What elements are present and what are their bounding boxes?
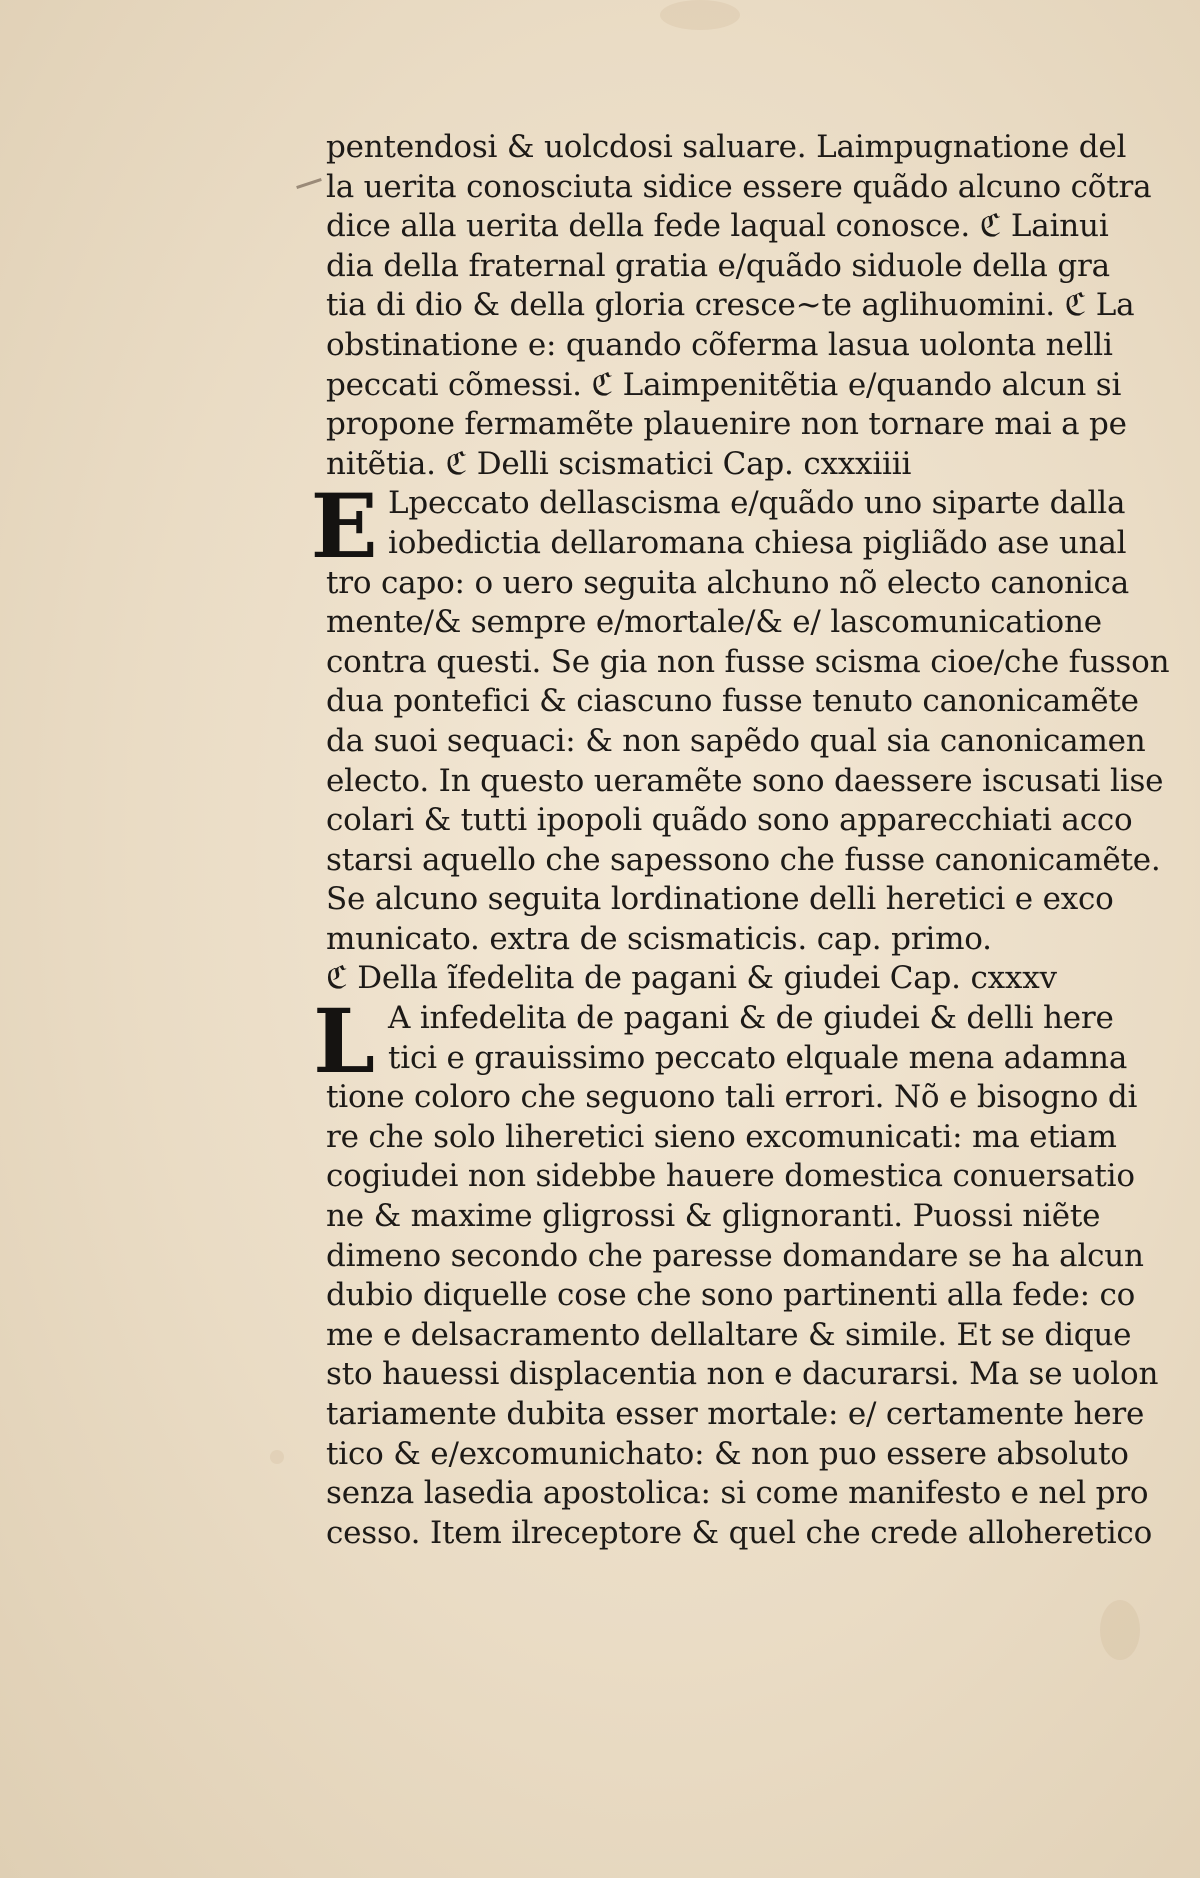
text-line: dimeno secondo che paresse domandare se ha alcun (326, 1237, 1144, 1274)
text-line: tro capo: o uero seguita alchuno nõ electo canonica (326, 564, 1129, 601)
text-line: mente/& sempre e/mortale/& e/ lascomunicatione (326, 604, 1102, 641)
paper-stain (660, 0, 740, 30)
chapter-heading-cxxxv: ℭ Della ĩfedelita de pagani & giudei Cap. cxxxv (326, 960, 1057, 997)
margin-pen-mark (296, 178, 322, 189)
text-line: dia della fraternal gratia e/quãdo siduole della gra (326, 247, 1110, 284)
text-line: iobedictia dellaromana chiesa pigliãdo ase unal (388, 524, 1127, 561)
text-line: da suoi sequaci: & non sapẽdo qual sia canonicamen (326, 722, 1146, 759)
text-line: contra questi. Se gia non fusse scisma cioe/che fusson (326, 643, 1170, 680)
text-line: propone fermamẽte plauenire non tornare mai a pe (326, 406, 1127, 443)
text-line-content: A infedelita de pagani & de giudei & delli here (388, 1000, 1114, 1037)
paper-stain (1100, 1600, 1140, 1660)
text-line: cogiudei non sidebbe hauere domestica conuersatio (326, 1158, 1135, 1195)
paper-stain (270, 1450, 284, 1464)
text-line: me e delsacramento dellaltare & simile. Et se dique (326, 1316, 1132, 1353)
text-line: dua pontefici & ciascuno fusse tenuto canonicamẽte (326, 683, 1139, 720)
text-line: ne & maxime gligrossi & glignoranti. Puossi niẽte (326, 1198, 1101, 1235)
text-line: colari & tutti ipopoli quãdo sono apparecchiati acco (326, 802, 1133, 839)
text-line: tariamente dubita esser mortale: e/ certamente here (326, 1396, 1145, 1432)
text-line: starsi aquello che sapessono che fusse canonicamẽte. (326, 841, 1161, 878)
text-line: senza lasedia apostolica: si come manifesto e nel pro (326, 1475, 1149, 1512)
chapter-heading-cxxxiiii: nitẽtia. ℭ Delli scismatici Cap. cxxxiiii (326, 445, 912, 482)
text-line: obstinatione e: quando cõferma lasua uolonta nelli (326, 326, 1113, 363)
text-line: dice alla uerita della fede laqual conosce. ℭ Lainui (326, 208, 1109, 245)
drop-cap-e: E (310, 474, 378, 579)
text-line: la uerita conosciuta sidice essere quãdo alcuno cõtra (326, 168, 1152, 205)
text-line: re che solo liheretici sieno excomunicati: ma etiam (326, 1118, 1117, 1155)
text-line: tici e grauissimo peccato elquale mena adamna (388, 1039, 1128, 1076)
drop-cap-l: L (313, 989, 375, 1094)
text-line: Se alcuno seguita lordinatione delli heretici e exco (326, 881, 1114, 918)
text-line: dubio diquelle cose che sono partinenti alla fede: co (326, 1277, 1136, 1314)
text-line: municato. extra de scismaticis. cap. primo. (326, 920, 992, 957)
text-line: pentendosi & uolcdosi saluare. Laimpugnatione del (326, 129, 1127, 165)
text-line: tico & e/excomunichato: & non puo essere absoluto (326, 1435, 1129, 1472)
text-line: electo. In questo ueramẽte sono daessere iscusati lise (326, 762, 1164, 799)
text-line: sto hauessi displacentia non e dacurarsi. Ma se uolon (326, 1356, 1159, 1393)
text-line-content: Lpeccato dellascisma e/quãdo uno siparte dalla (388, 485, 1126, 522)
main-text-block (310, 128, 1170, 1553)
text-line: cesso. Item ilreceptore & quel che crede alloheretico (326, 1514, 1153, 1551)
text-line: tia di dio & della gloria cresce~te aglihuomini. ℭ La (326, 287, 1135, 324)
text-line: peccati cõmessi. ℭ Laimpenitẽtia e/quando alcun si (326, 366, 1122, 403)
text-line: tione coloro che seguono tali errori. Nõ e bisogno di (326, 1079, 1138, 1116)
